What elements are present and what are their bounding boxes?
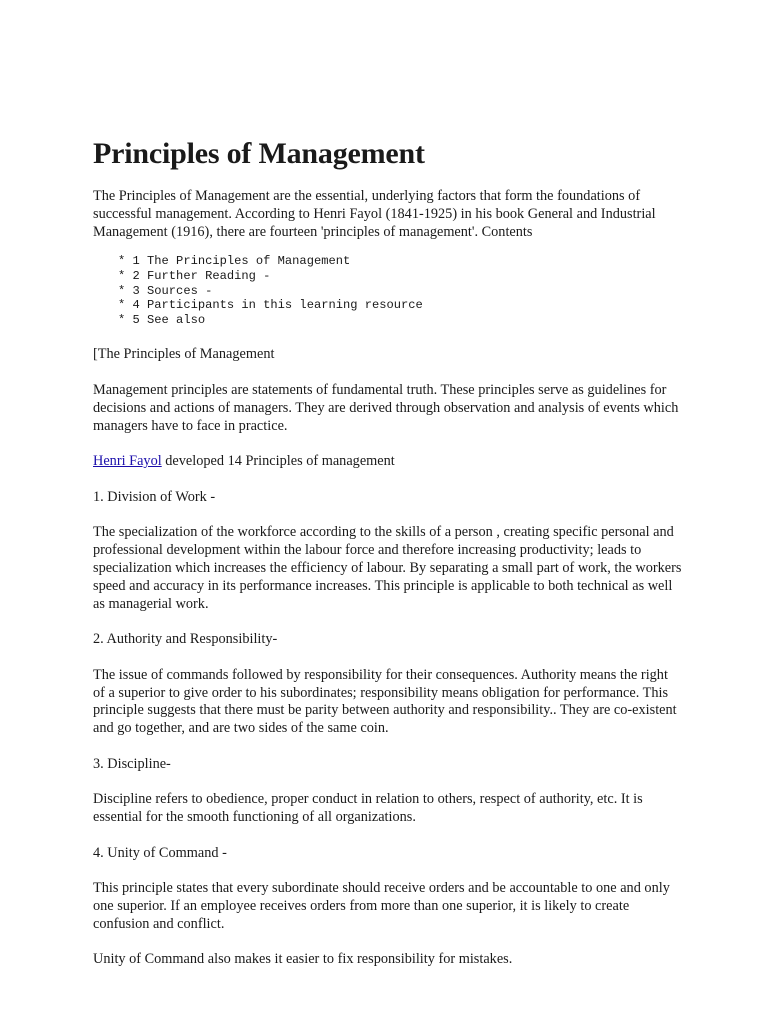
principle-3-text: Discipline refers to obedience, proper conduct in relation to others, respect of authority, etc. It is essential for the smooth functioning of all organizations. bbox=[93, 791, 643, 826]
principle-2-text: The issue of commands followed by responsibility for their consequences. Authority means the right of a superior to give order to his subordinates; responsibility means obligation for performance. This principle suggests that there must be parity between authority and responsibility.. They are co-existent and go together, and are two sides of the same coin. bbox=[93, 666, 677, 737]
principle-4-text: This principle states that every subordinate should receive orders and be accountable to one and only one superior. If an employee receives orders from more than one superior, it is likely to create confusion and conflict. bbox=[93, 880, 670, 932]
henri-fayol-link[interactable]: Henri Fayol bbox=[93, 453, 162, 470]
contents-item: * 3 Sources - bbox=[118, 283, 213, 298]
page-title: Principles of Management bbox=[93, 137, 425, 170]
principle-4-title: 4. Unity of Command - bbox=[93, 844, 227, 861]
fayol-line bbox=[93, 453, 683, 471]
section-intro: Management principles are statements of fundamental truth. These principles serve as guidelines for decisions and actions of managers. They are derived through observation and analysis of events which managers have to face in practice. bbox=[93, 381, 679, 434]
principle-2-title: 2. Authority and Responsibility- bbox=[93, 631, 278, 648]
contents-item: * 1 The Principles of Management bbox=[118, 254, 351, 269]
contents-item: * 2 Further Reading - bbox=[118, 268, 271, 283]
contents-list bbox=[118, 254, 683, 327]
section-heading: [The Principles of Management bbox=[93, 346, 275, 363]
document-content bbox=[93, 136, 683, 969]
principle-1-text: The specialization of the workforce according to the skills of a person , creating specific personal and professional development within the labour force and therefore increasing productivity; leads to specialization which increases the efficiency of labour. By separating a small part of work, the workers speed and accuracy in its performance increases. This principle is applicable to both technical as well as managerial work. bbox=[93, 524, 682, 612]
principle-4-text-2: Unity of Command also makes it easier to fix responsibility for mistakes. bbox=[93, 951, 513, 968]
principle-1-title: 1. Division of Work - bbox=[93, 488, 216, 505]
contents-item: * 5 See also bbox=[118, 312, 206, 327]
intro-paragraph: The Principles of Management are the essential, underlying factors that form the foundations of successful management. According to Henri Fayol (1841-1925) in his book General and Industrial Management (1916), there are fourteen 'principles of management'. Contents bbox=[93, 188, 656, 240]
principle-3-title: 3. Discipline- bbox=[93, 755, 171, 772]
fayol-line-text: developed 14 Principles of management bbox=[161, 453, 395, 470]
contents-item: * 4 Participants in this learning resource bbox=[118, 298, 423, 313]
